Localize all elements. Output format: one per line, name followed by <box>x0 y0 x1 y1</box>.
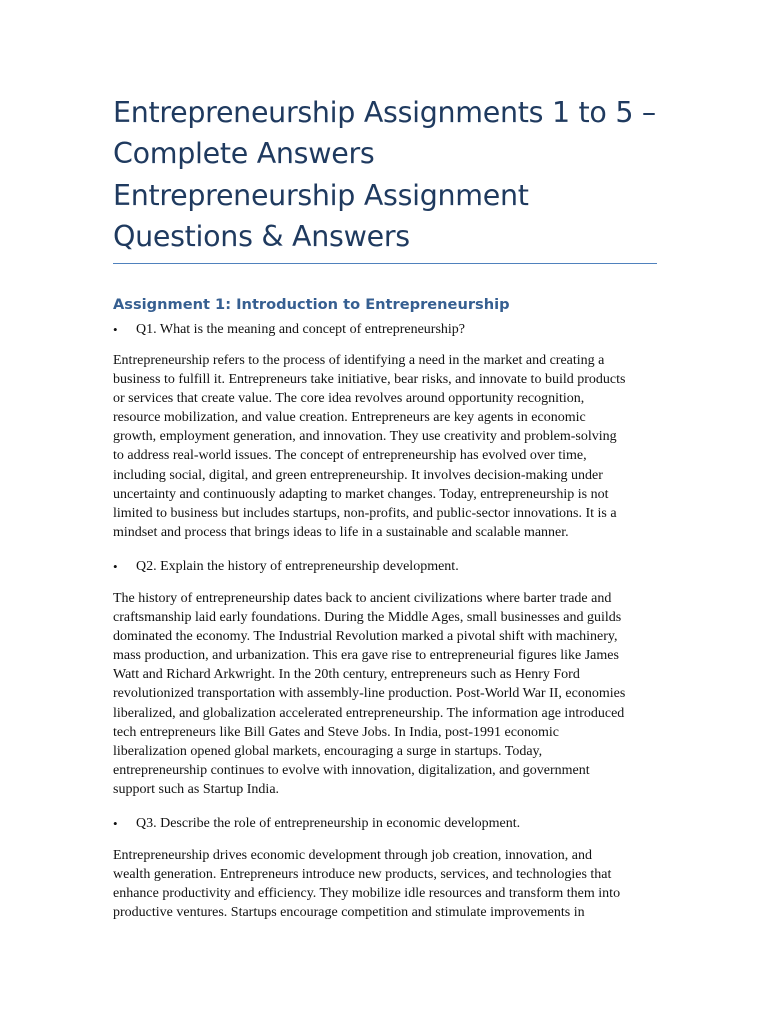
document-title <box>113 92 673 257</box>
answer-line: mass production, and urbanization. This era gave rise to entrepreneurial figures like James <box>113 648 619 664</box>
title-line: Complete Answers <box>113 137 375 171</box>
answer-paragraph-q3 <box>113 846 620 922</box>
title-line: Entrepreneurship Assignment <box>113 178 529 212</box>
answer-line: wealth generation. Entrepreneurs introduce new products, services, and technologies that <box>113 867 612 883</box>
answer-line: growth, employment generation, and innovation. They use creativity and problem-solving <box>113 429 617 445</box>
assignment-heading: Assignment 1: Introduction to Entrepreneurship <box>113 296 510 313</box>
answer-line: liberalization opened global markets, encouraging a surge in startups. Today, <box>113 743 543 759</box>
answer-line: dominated the economy. The Industrial Revolution marked a pivotal shift with machinery, <box>113 629 618 645</box>
bullet-icon: • <box>113 559 118 574</box>
answer-line: including social, digital, and green entrepreneurship. It involves decision-making under <box>113 467 603 483</box>
answer-line: business to fulfill it. Entrepreneurs take initiative, bear risks, and innovate to build products <box>113 372 626 388</box>
question-text: Q1. What is the meaning and concept of entrepreneurship? <box>136 322 466 337</box>
answer-line: tech entrepreneurs like Bill Gates and Steve Jobs. In India, post-1991 economic <box>113 724 559 740</box>
answer-line: uncertainty and continuously adapting to market changes. Today, entrepreneurship is not <box>113 486 609 502</box>
answer-line: Entrepreneurship drives economic development through job creation, innovation, and <box>113 848 592 863</box>
answer-line: Entrepreneurship refers to the process of identifying a need in the market and creating a <box>113 353 605 368</box>
answer-line: limited to business but includes startups, non-profits, and public-sector innovations. It is a <box>113 505 617 521</box>
answer-paragraph-q2 <box>113 589 625 799</box>
answer-line: The history of entrepreneurship dates back to ancient civilizations where barter trade and <box>113 591 612 606</box>
answer-line: Watt and Richard Arkwright. In the 20th century, entrepreneurs such as Henry Ford <box>113 667 580 683</box>
title-line: Questions & Answers <box>113 219 410 253</box>
question-text: Q2. Explain the history of entrepreneurship development. <box>136 559 459 574</box>
answer-line: mindset and process that brings ideas to life in a sustainable and scalable manner. <box>113 524 569 540</box>
answer-line: revolutionized transportation with assembly-line production. Post-World War II, economies <box>113 686 626 702</box>
bullet-icon: • <box>113 816 118 831</box>
title-underline-divider <box>113 263 657 264</box>
answer-line: entrepreneurship continues to evolve with innovation, digitalization, and government <box>113 762 590 778</box>
answer-line: support such as Startup India. <box>113 781 280 797</box>
answer-line: resource mobilization, and value creation. Entrepreneurs are key agents in economic <box>113 410 586 426</box>
answer-line: to address real-world issues. The concept of entrepreneurship has evolved over time, <box>113 448 587 464</box>
answer-line: productive ventures. Startups encourage competition and stimulate improvements in <box>113 905 585 921</box>
answer-line: enhance productivity and efficiency. They mobilize idle resources and transform them into <box>113 886 621 902</box>
answer-line: liberalized, and globalization accelerated entrepreneurship. The information age introduced <box>113 705 625 721</box>
answer-paragraph-q1 <box>113 351 625 542</box>
answer-line: or services that create value. The core idea revolves around opportunity recognition, <box>113 391 585 407</box>
question-text: Q3. Describe the role of entrepreneurship in economic development. <box>136 816 521 831</box>
bullet-icon: • <box>113 322 118 337</box>
answer-line: craftsmanship laid early foundations. During the Middle Ages, small businesses and guilds <box>113 610 622 626</box>
title-line: Entrepreneurship Assignments 1 to 5 – <box>113 96 656 129</box>
